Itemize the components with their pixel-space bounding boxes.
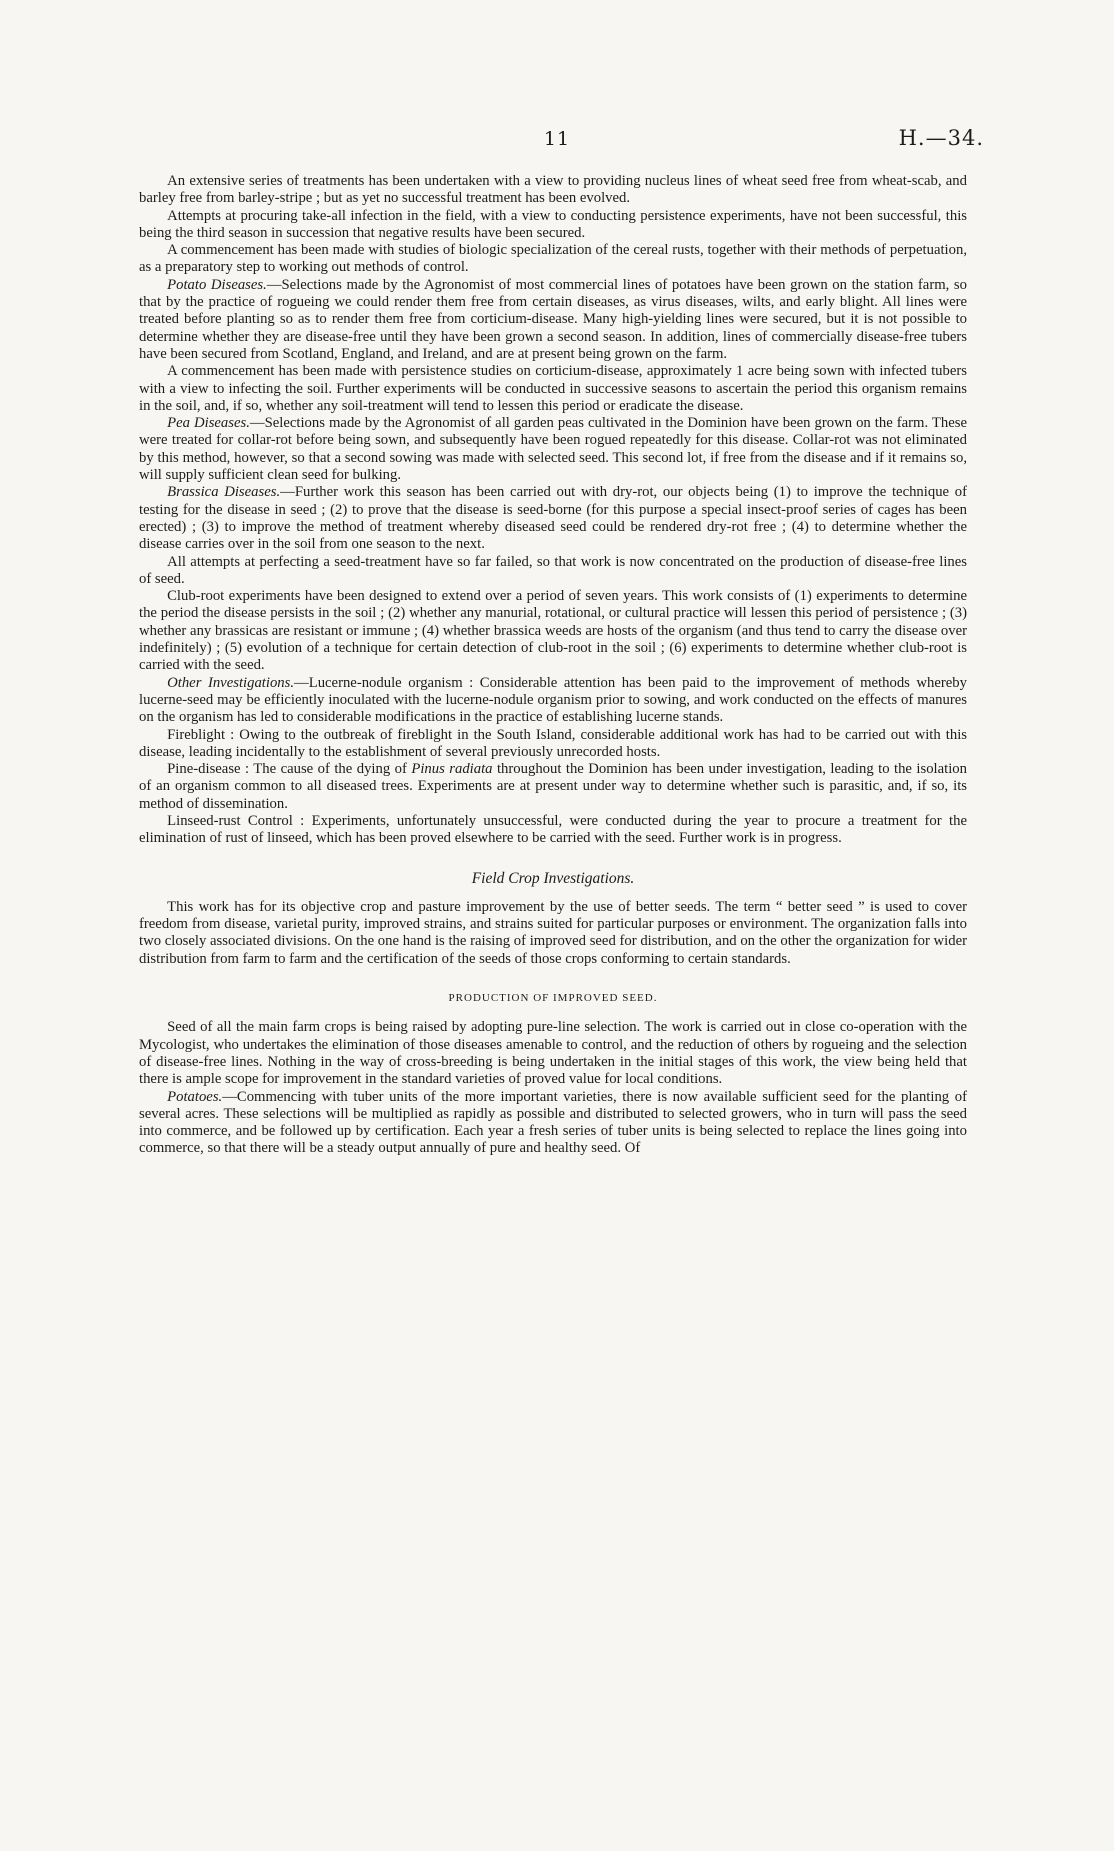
paragraph-improved-seed: Seed of all the main farm crops is being raised by adopting pure-line selection. The work is carried out in close co-operation with the Mycologist, who undertakes the elimination of those diseases amenable to control, and the reduction of others by rogueing and the selection of disease-free lines. Nothing in the way of cross-breeding is being undertaken in the initial stages of this work, the view being held that there is ample scope for improvement in the standard varieties of proved value for local conditions. <box>139 1019 967 1088</box>
paragraph: A commencement has been made with studies of biologic specialization of the cereal rusts, together with their methods of perpetuation, as a preparatory step to working out methods of control. <box>139 242 967 276</box>
paragraph-pine-disease: Pine-disease : The cause of the dying of Pinus radiata throughout the Dominion has been under investigation, leading to the isolation of an organism common to all diseased trees. Experiments are at present under way to determine whether such is parasitic, and, if so, its method of dissemination. <box>139 761 967 812</box>
paragraph-other-investigations: Other Investigations.—Lucerne-nodule organism : Considerable attention has been paid to the improvement of methods whereby lucerne-seed may be efficiently inoculated with the lucerne-nodule organism prior to sowing, and work conducted on the effects of manures on the organism has led to considerable modifications in the practice of establishing lucerne stands. <box>139 674 967 726</box>
paragraph: Attempts at procuring take-all infection in the field, with a view to conducting persistence experiments, have not been successful, this being the third season in succession that negative results have been secured. <box>139 207 967 241</box>
paragraph-brassica-diseases: Brassica Diseases.—Further work this season has been carried out with dry-rot, our objects being (1) to improve the technique of testing for the disease in seed ; (2) to prove that the disease is seed-borne (for this purpose a special insect-proof series of cages has been erected) ; (3) to improve the method of treatment whereby diseased seed could be rendered dry-rot free ; (4) to determine whether the disease carries over in the soil from one season to the next. <box>139 484 967 553</box>
paragraph-lead: Potatoes. <box>167 1088 223 1105</box>
paragraph-lead: Brassica Diseases. <box>167 484 281 501</box>
paragraph-lead: Other Investigations. <box>167 674 295 691</box>
section-heading-field-crop: Field Crop Investigations. <box>471 869 635 887</box>
paragraph: All attempts at perfecting a seed-treatment have so far failed, so that work is now concentrated on the production of disease-free lines of seed. <box>139 553 967 587</box>
paragraph-fireblight: Fireblight : Owing to the outbreak of fireblight in the South Island, considerable additional work has had to be carried out with this disease, leading incidentally to the establishment of several previously unrecorded hosts. <box>139 726 967 760</box>
section-heading-improved-seed: PRODUCTION OF IMPROVED SEED. <box>448 992 658 1005</box>
page-number: 11 <box>543 128 571 150</box>
paragraph-field-crop: This work has for its objective crop and pasture improvement by the use of better seeds. The term “ better seed ” is used to cover freedom from disease, varietal purity, improved strains, and strains suited for particular purposes or environment. The organization falls into two closely associated divisions. On the one hand is the raising of improved seed for distribution, and on the other the organization for wider distribution from farm to farm and the certification of the seeds of those crops conforming to certain standards. <box>139 898 967 967</box>
paragraph: An extensive series of treatments has been undertaken with a view to providing nucleus lines of wheat seed free from wheat-scab, and barley free from barley-stripe ; but as yet no successful treatment has been evolved. <box>139 173 967 207</box>
paragraph: Club-root experiments have been designed to extend over a period of seven years. This work consists of (1) experiments to determine the period the disease persists in the soil ; (2) whether any manurial, rotational, or cultural practice will lessen this period of persistence ; (3) whether any brassicas are resistant or immune ; (4) whether brassica weeds are hosts of the organism (and thus tend to carry the disease over indefinitely) ; (5) evolution of a technique for certain detection of club-root in the soil ; (6) experiments to determine whether club-root is carried with the seed. <box>139 588 967 674</box>
pinus-radiata-term: Pinus radiata <box>411 761 493 778</box>
paragraph-lead: Potato Diseases. <box>167 276 267 293</box>
paragraph-lead: Pea Diseases. <box>167 415 250 432</box>
paragraph-potato-diseases: Potato Diseases.—Selections made by the Agronomist of most commercial lines of potatoes have been grown on the station farm, so that by the practice of rogueing we could render them free from certain diseases, as virus diseases, wilts, and early blight. All lines were treated before planting so as to render them free from corticium-disease. Many high-yielding lines were secured, but it is not possible to determine whether they are disease-free until they have been grown a second season. In addition, lines of commercially disease-free tubers have been secured from Scotland, England, and Ireland, and are at present being grown on the farm. <box>139 276 967 362</box>
body-text <box>139 173 967 1158</box>
paragraph-linseed-rust: Linseed-rust Control : Experiments, unfortunately unsuccessful, were conducted during the year to procure a treatment for the elimination of rust of linseed, which has been proved elsewhere to be carried with the seed. Further work is in progress. <box>139 812 967 847</box>
paragraph-pea-diseases: Pea Diseases.—Selections made by the Agronomist of all garden peas cultivated in the Dominion have been grown on the farm. These were treated for collar-rot before being sown, and subsequently have been rogued repeatedly for this disease. Collar-rot was not eliminated by this method, however, so that a second sowing was made with selected seed. This second lot, if free from the disease and if it remains so, will supply sufficient clean seed for bulking. <box>139 415 967 484</box>
paragraph-potatoes: Potatoes.—Commencing with tuber units of the more important varieties, there is now available sufficient seed for the planting of several acres. These selections will be multiplied as rapidly as possible and distributed to selected growers, who in turn will pass the seed into commerce, and be followed up by certification. Each year a fresh series of tuber units is being selected to replace the lines going into commerce, so that there will be a steady output annually of pure and healthy seed. Of <box>139 1088 967 1157</box>
paragraph: A commencement has been made with persistence studies on corticium-disease, approximately 1 acre being sown with infected tubers with a view to infecting the soil. Further experiments will be conducted in successive seasons to ascertain the period this organism remains in the soil, and, if so, whether any soil-treatment will tend to lessen this period or eradicate the disease. <box>139 363 967 414</box>
report-reference: H.—34. <box>898 126 984 150</box>
